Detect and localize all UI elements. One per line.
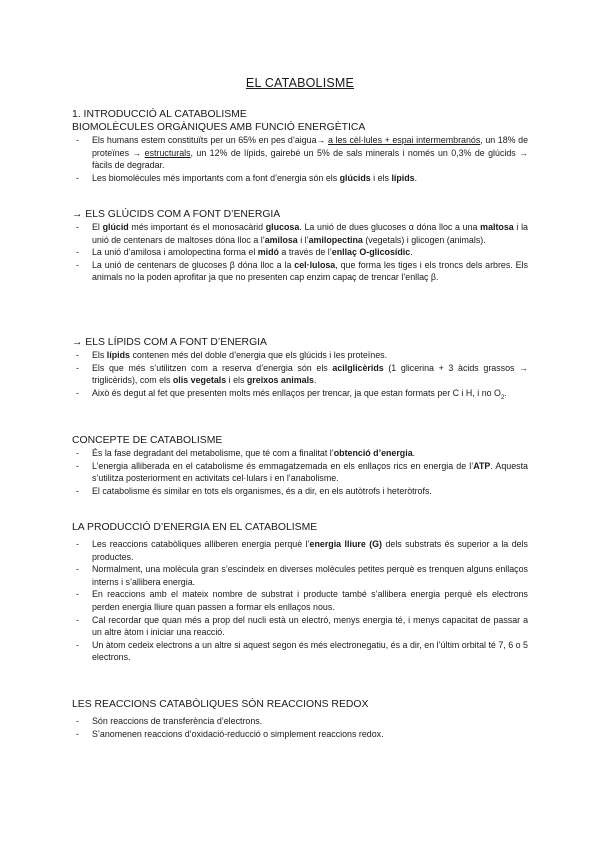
- list-item: - El glúcid més important és el monosacàrid glucosa. La unió de dues glucoses α dóna lloc a una maltosa i la unió de centenars de maltoses dóna lloc a l’amilosa i l’amilopectina (vegetals) i glicogen (animals).: [72, 221, 528, 246]
- section-redox: [72, 698, 528, 740]
- section-heading-redox: LES REACCIONS CATABÒLIQUES SÓN REACCIONS REDOX: [72, 699, 369, 710]
- document-title: EL CATABOLISME: [245, 76, 355, 90]
- bullet-list: [72, 715, 528, 740]
- section-catabolism-concept: [72, 434, 528, 497]
- bullet-list: [72, 349, 528, 399]
- list-item: - Els lípids contenen més del doble d’energia que els glúcids i les proteïnes.: [72, 349, 528, 362]
- list-item: - Cal recordar que quan més a prop del nucli està un electró, menys energia té, i menys capacitat de passar a un altre àtom i iniciar una reacció.: [72, 614, 528, 639]
- bullet-list: [72, 221, 528, 284]
- list-item: - S’anomenen reaccions d’oxidació-reducció o simplement reaccions redox.: [72, 728, 528, 741]
- list-item: - Els humans estem constituïts per un 65% en pes d’aigua→ a les cèl·lules + espai intermembranós, un 18% de proteïnes → estructurals, un 12% de lípids, gairebé un 5% de sals minerals i només un 0,3% de glúcids → fàcils de degradar.: [72, 134, 528, 172]
- list-item: - Són reaccions de transferència d’electrons.: [72, 715, 528, 728]
- section-lipids: [72, 336, 528, 399]
- bullet-list: [72, 447, 528, 497]
- list-item: - Les biomolècules més importants com a font d’energia són els glúcids i els lípids.: [72, 172, 528, 185]
- list-item: - El catabolisme és similar en tots els organismes, és a dir, en els autòtrofs i heteròtrofs.: [72, 485, 528, 498]
- list-item: - La unió de centenars de glucoses β dóna lloc a la cel·lulosa, que forma les tiges i els troncs dels arbres. Els animals no la poden aprofitar ja que no presenten cap enzim capaç de trencar l’enllaç β.: [72, 259, 528, 284]
- bullet-list: [72, 134, 528, 184]
- section-heading-energy: LA PRODUCCIÓ D’ENERGIA EN EL CATABOLISME: [72, 522, 318, 533]
- section-subheading-biomolecules: BIOMOLÈCULES ORGÀNIQUES AMB FUNCIÓ ENERGÈTICA: [72, 122, 366, 133]
- list-item: - Les reaccions catabòliques alliberen energia perquè l’energia lliure (G) dels substrats és superior a la dels productes.: [72, 538, 528, 563]
- section-heading-concept: CONCEPTE DE CATABOLISME: [72, 435, 223, 446]
- list-item: - Això és degut al fet que presenten molts més enllaços per trencar, ja que estan formats per C i H, i no $O_2$.: [72, 387, 528, 400]
- list-item: - Normalment, una molècula gran s’escindeix en diverses molècules petites perquè es trenquen alguns enllaços interns i s’allibera energia.: [72, 563, 528, 588]
- section-heading-glucids: → ELS GLÚCIDS COM A FONT D’ENERGIA: [72, 209, 281, 220]
- list-item: - La unió d’amilosa i amolopectina forma el midó a través de l’enllaç O-glicosídic.: [72, 246, 528, 259]
- list-item: - Un àtom cedeix electrons a un altre si aquest segon és més electronegatiu, és a dir, en l’últim orbital té 7, 6 o 5 electrons.: [72, 639, 528, 664]
- list-item: - L’energia alliberada en el catabolisme és emmagatzemada en els enllaços rics en energia de l’ATP. Aquesta s’utilitza posteriorment en activitats cel·lulars i en l’anabolisme.: [72, 460, 528, 485]
- section-energy-production: [72, 521, 528, 664]
- list-item: - En reaccions amb el mateix nombre de substrat i producte també s’allibera energia perquè els electrons perden energia lliure quan passen a formar els enllaços nous.: [72, 588, 528, 613]
- section-heading-intro: 1. INTRODUCCIÓ AL CATABOLISME: [72, 109, 247, 120]
- list-item: - Els que més s’utilitzen com a reserva d’energia són els acilglicèrids (1 glicerina + 3 àcids grassos → triglicèrids), com els olis vegetals i els greixos animals.: [72, 362, 528, 387]
- bullet-list: [72, 538, 528, 664]
- list-item: - És la fase degradant del metabolisme, que té com a finalitat l’obtenció d’energia.: [72, 447, 528, 460]
- section-heading-lipids: → ELS LÍPIDS COM A FONT D’ENERGIA: [72, 337, 267, 348]
- section-glucids: [72, 208, 528, 284]
- section-introduction: [72, 108, 528, 184]
